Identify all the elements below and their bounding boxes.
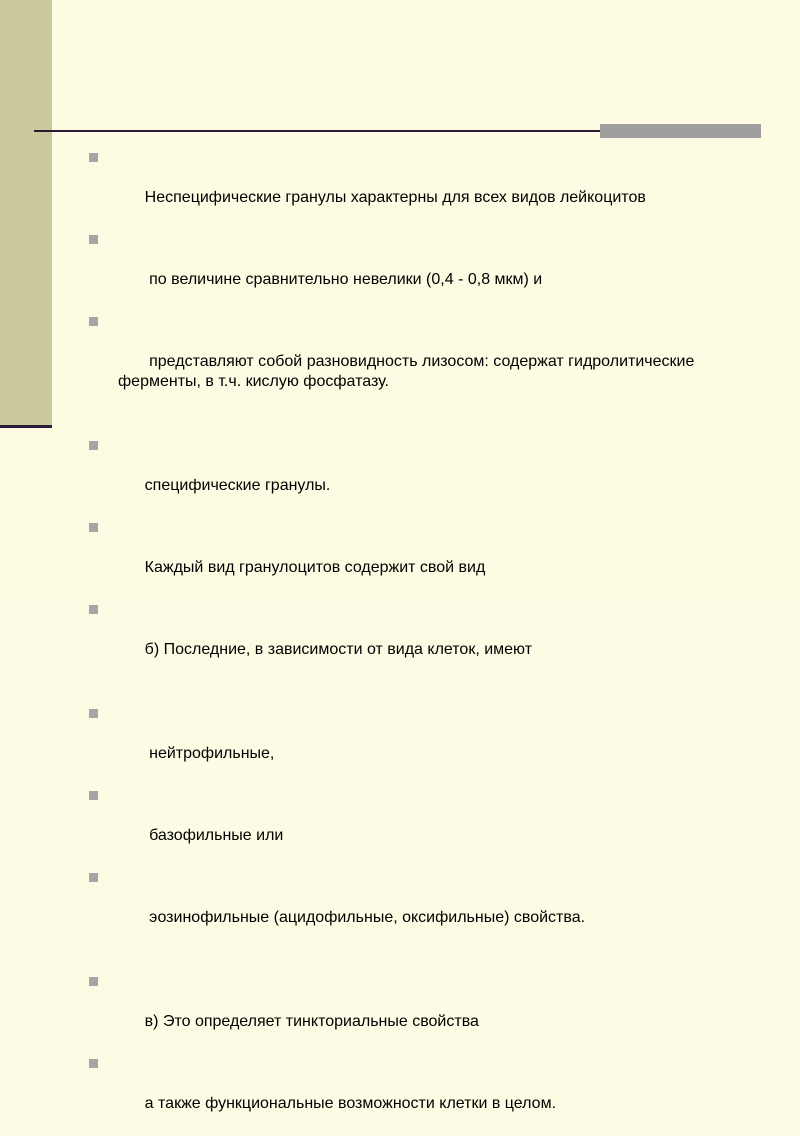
spacer (88, 682, 778, 704)
bullet-item (88, 436, 778, 516)
bullet-text: Неспецифические гранулы характерны для всех видов лейкоцитов (144, 189, 646, 206)
bullet-item (88, 518, 778, 598)
bullet-text: Каждый вид гранулоцитов содержит свой вид (144, 559, 486, 576)
bullet-item (88, 786, 778, 866)
square-bullet-icon (89, 153, 98, 162)
bullet-text: по величине сравнительно невелики (0,4 - 0,8 мкм) и (144, 271, 543, 288)
bullet-text: а также функциональные возможности клетки в целом. (144, 1095, 557, 1112)
spacer (88, 950, 778, 972)
square-bullet-icon (89, 605, 98, 614)
bullet-item (88, 868, 778, 948)
spacer (88, 414, 778, 436)
bullet-item (88, 312, 778, 412)
square-bullet-icon (89, 709, 98, 718)
title-divider-block (600, 124, 761, 138)
square-bullet-icon (89, 317, 98, 326)
square-bullet-icon (89, 1059, 98, 1068)
bullet-item (88, 230, 778, 310)
bullet-item (88, 972, 778, 1052)
square-bullet-icon (89, 791, 98, 800)
square-bullet-icon (89, 235, 98, 244)
bullet-text: эозинофильные (ацидофильные, оксифильные) свойства. (144, 909, 586, 926)
square-bullet-icon (89, 977, 98, 986)
bullet-item (88, 148, 778, 228)
bullet-text: в) Это определяет тинкториальные свойства (144, 1013, 479, 1030)
bullet-text: представляют собой разновидность лизосом: содержат гидролитические ферменты, в т.ч. кислую фосфатазу. (118, 353, 699, 390)
bullet-list (88, 148, 778, 1136)
bullet-item (88, 600, 778, 680)
left-accent-bar (0, 0, 52, 428)
square-bullet-icon (89, 523, 98, 532)
bullet-item (88, 704, 778, 784)
bullet-text: специфические гранулы. (144, 477, 331, 494)
square-bullet-icon (89, 441, 98, 450)
left-bar-underline (0, 425, 52, 428)
square-bullet-icon (89, 873, 98, 882)
bullet-text: базофильные или (144, 827, 284, 844)
bullet-text: б) Последние, в зависимости от вида клеток, имеют (144, 641, 533, 658)
bullet-item (88, 1054, 778, 1134)
bullet-text: нейтрофильные, (144, 745, 275, 762)
